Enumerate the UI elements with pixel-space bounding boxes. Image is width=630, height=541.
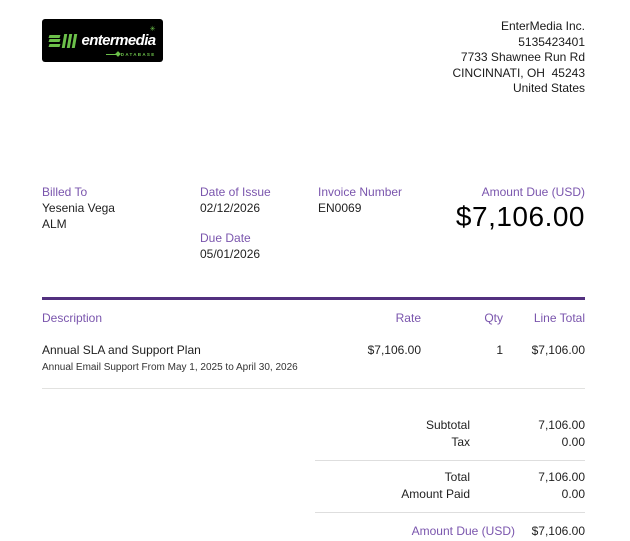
line-items-table	[42, 297, 585, 389]
company-info	[453, 19, 585, 97]
tax-label: Tax	[451, 435, 470, 449]
total-row	[315, 469, 585, 487]
subtotal-label: Subtotal	[425, 417, 470, 432]
logo-hbars-icon	[49, 33, 60, 48]
table-header-row	[42, 310, 585, 326]
amount-paid-row	[315, 486, 585, 504]
grand-amount-due-label: Amount Due (USD)	[411, 523, 515, 538]
logo-dash-icon	[106, 54, 119, 55]
billed-to-org: ALM	[42, 216, 67, 231]
logo-bars-icon	[49, 33, 77, 48]
invoice-number-value: EN0069	[318, 200, 362, 215]
subtotal-row	[315, 417, 585, 435]
invoice-number-block	[318, 184, 415, 262]
totals-divider-2	[315, 512, 585, 513]
total-value: 7,106.00	[538, 469, 585, 484]
billed-to-name: Yesenia Vega	[42, 200, 115, 215]
date-of-issue-block	[200, 184, 318, 216]
totals-divider-1	[315, 460, 585, 461]
logo-wordmark: entermedia	[81, 31, 156, 49]
due-date-value: 05/01/2026	[200, 246, 261, 261]
logo-wordmark-wrap	[81, 25, 156, 57]
invoice-header	[42, 19, 585, 97]
due-date-block	[200, 230, 318, 262]
company-country: United States	[512, 81, 585, 95]
tax-value: 0.00	[561, 435, 585, 449]
subtotal-value: 7,106.00	[538, 417, 585, 432]
item-rate: $7,106.00	[367, 342, 421, 357]
amount-paid-value: 0.00	[561, 487, 585, 501]
header-line-total: Line Total	[533, 310, 585, 325]
date-of-issue-value: 02/12/2026	[200, 200, 261, 215]
company-street: 7733 Shawnee Run Rd	[460, 50, 585, 64]
amount-due-label: Amount Due (USD)	[481, 184, 585, 199]
header-rate: Rate	[395, 310, 421, 325]
header-description: Description	[42, 310, 103, 325]
grand-amount-due-row	[315, 521, 585, 541]
sparkle-icon: ✳	[149, 25, 156, 33]
dates-block	[200, 184, 318, 262]
item-qty: 1	[496, 342, 503, 357]
tax-row	[315, 434, 585, 452]
logo-subtitle-text: DATABASE	[120, 51, 156, 57]
table-row	[42, 343, 585, 374]
totals-block	[315, 417, 585, 541]
header-qty: Qty	[484, 310, 503, 325]
date-of-issue-label: Date of Issue	[200, 184, 271, 199]
invoice-number-label: Invoice Number	[318, 184, 403, 199]
invoice-meta-row	[42, 184, 585, 262]
company-name: EnterMedia Inc.	[500, 19, 585, 33]
amount-due-value: $7,106.00	[455, 200, 585, 232]
entermedia-logo	[42, 19, 163, 62]
due-date-label: Due Date	[200, 230, 251, 245]
item-line-total: $7,106.00	[531, 342, 585, 357]
item-description: Annual SLA and Support Plan	[42, 342, 201, 357]
amount-paid-label: Amount Paid	[401, 487, 470, 501]
logo-vbars-icon	[62, 34, 77, 48]
logo-subtitle	[106, 52, 156, 57]
company-city-line: CINCINNATI, OH 45243	[452, 65, 585, 80]
item-description-cell	[42, 343, 306, 374]
items-divider	[42, 388, 585, 389]
item-sub-description: Annual Email Support From May 1, 2025 to April 30, 2026	[42, 361, 298, 373]
amount-due-block	[415, 184, 585, 262]
company-phone: 5135423401	[518, 34, 585, 49]
total-label: Total	[444, 469, 470, 484]
billed-to-label: Billed To	[42, 184, 88, 199]
billed-to-block	[42, 184, 200, 262]
grand-amount-due-value: $7,106.00	[531, 523, 585, 538]
